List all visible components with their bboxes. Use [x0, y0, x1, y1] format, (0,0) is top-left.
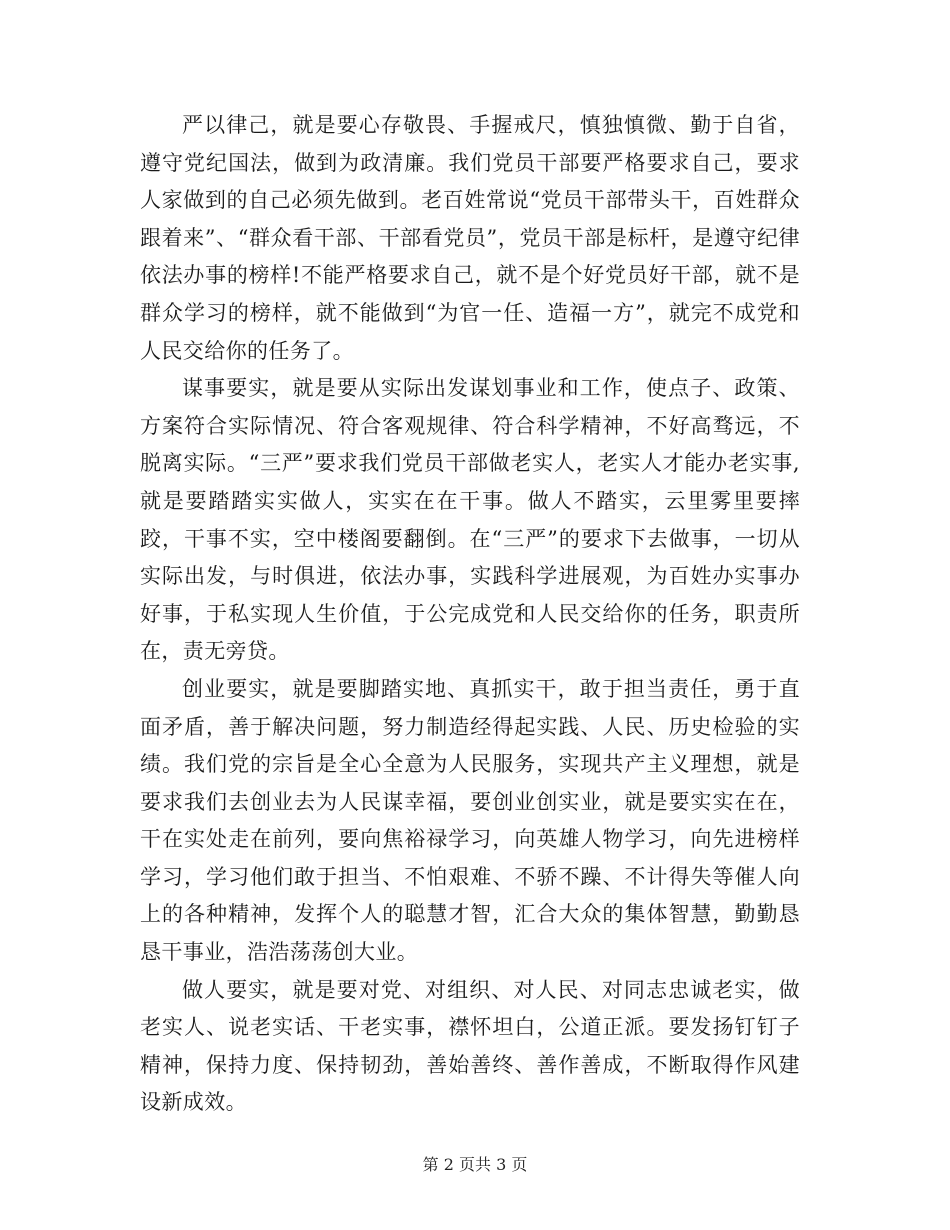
- paragraph-honest-conduct: 做人要实，就是要对党、对组织、对人民、对同志忠诚老实，做老实人、说老实话、干老实事，襟怀坦白，公道正派。要发扬钉钉子精神，保持力度、保持韧劲，善始善终、善作善成，不断取得作风建设新成效。: [140, 977, 800, 1115]
- paragraph-practical-enterprise: 创业要实，就是要脚踏实地、真抓实干，敢于担当责任，勇于直面矛盾，善于解决问题，努力制造经得起实践、人民、历史检验的实绩。我们党的宗旨是全心全意为人民服务，实现共产主义理想，就是要求我们去创业去为人民谋幸福，要创业创实业，就是要实实在在，干在实处走在前列，要向焦裕禄学习，向英雄人物学习，向先进榜样学习，学习他们敢于担当、不怕艰难、不骄不躁、不计得失等催人向上的各种精神，发挥个人的聪慧才智，汇合大众的集体智慧，勤勤恳恳干事业，浩浩荡荡创大业。: [140, 676, 800, 965]
- paragraph-strict-self-discipline: 严以律己，就是要心存敬畏、手握戒尺，慎独慎微、勤于自省，遵守党纪国法，做到为政清廉。我们党员干部要严格要求自己，要求人家做到的自己必须先做到。老百姓常说“党员干部带头干，百姓群众跟着来”、“群众看干部、干部看党员”，党员干部是标杆，是遵守纪律依法办事的榜样!不能严格要求自己，就不是个好党员好干部，就不是群众学习的榜样，就不能做到“为官一任、造福一方”，就完不成党和人民交给你的任务了。: [140, 113, 800, 363]
- page-number-footer: 第 2 页共 3 页: [422, 1155, 528, 1174]
- paragraph-practical-planning: 谋事要实，就是要从实际出发谋划事业和工作，使点子、政策、方案符合实际情况、符合客观规律、符合科学精神，不好高骛远，不脱离实际。“三严”要求我们党员干部做老实人，老实人才能办老实事,就是要踏踏实实做人，实实在在干事。做人不踏实，云里雾里要摔跤，干事不实，空中楼阁要翻倒。在“三严”的要求下去做事，一切从实际出发，与时俱进，依法办事，实践科学进展观，为百姓办实事办好事，于私实现人生价值，于公完成党和人民交给你的任务，职责所在，责无旁贷。: [140, 376, 800, 664]
- document-body: [140, 107, 800, 1122]
